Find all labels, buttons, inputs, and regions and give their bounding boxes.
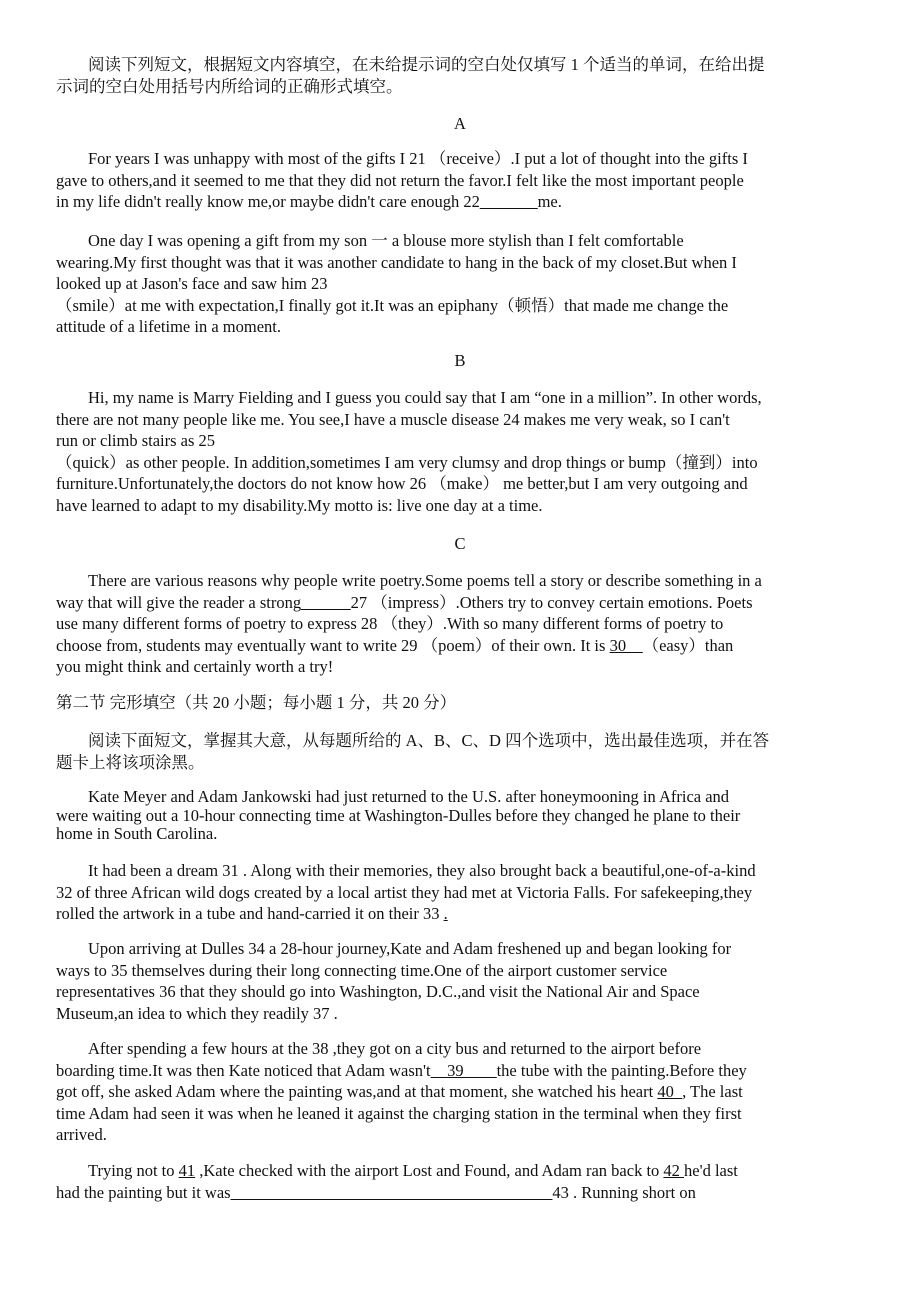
text-line: Hi, my name is Marry Fielding and I guess you could say that I am “one in a million”. In other words,	[88, 388, 762, 407]
section-2-title	[56, 692, 848, 714]
cloze-paragraph-5	[56, 1160, 848, 1203]
text-line: （smile）at me with expectation,I finally got it.It was an epiphany（顿悟）that made me change the	[56, 295, 729, 315]
section-a-heading: A	[454, 114, 466, 133]
text-segment: ,Kate checked with the airport Lost and Found, and Adam ran back to	[195, 1161, 664, 1180]
answer-blank: _______	[479, 192, 538, 211]
text-segment: 27 （impress）.Others try to convey certain emotions. Poets	[350, 592, 753, 612]
text-line: Museum,an idea to which they readily 37 .	[56, 1003, 338, 1023]
cloze-paragraph-4	[56, 1038, 848, 1146]
text-line: One day I was opening a gift from my son 一 a blouse more stylish than I felt comfortable	[88, 231, 684, 250]
text-segment: rolled the artwork in a tube and hand-carried it on their 33	[56, 904, 440, 923]
text-line: There are various reasons why people write poetry.Some poems tell a story or describe something in a	[88, 571, 762, 590]
text-segment: 43 . Running short on	[552, 1182, 696, 1202]
text-segment: , The last	[682, 1082, 743, 1101]
text-line: （quick）as other people. In addition,sometimes I am very clumsy and drop things or bump（撞到）into	[56, 452, 758, 472]
text-line: attitude of a lifetime in a moment.	[56, 317, 281, 336]
text-line	[56, 1160, 848, 1182]
section-b-paragraph	[56, 387, 848, 516]
cloze-paragraph-1	[56, 788, 848, 844]
text-segment: the tube with the painting.Before they	[496, 1060, 747, 1080]
intro-line: 阅读下列短文，根据短文内容填空，在未给提示词的空白处仅填写 1 个适当的单词，在给出提	[88, 55, 765, 74]
text-line: there are not many people like me. You see,I have a muscle disease 24 makes me very weak, so I can't	[56, 409, 730, 429]
text-line: use many different forms of poetry to express 28 （they）.With so many different forms of poetry to	[56, 614, 724, 633]
text-line: For years I was unhappy with most of the gifts I 21 （receive）.I put a lot of thought into the gifts I	[88, 149, 748, 168]
text-line	[56, 1081, 848, 1103]
section-b-heading: B	[454, 351, 466, 370]
section-2-instructions	[56, 730, 848, 773]
text-line: It had been a dream 31 . Along with their memories, they also brought back a beautiful,one-of-a-kind	[88, 861, 756, 880]
text-line: 阅读下面短文，掌握其大意，从每题所给的 A、B、C、D 四个选项中，选出最佳选项，并在答	[88, 731, 770, 750]
text-line: looked up at Jason's face and saw him 23	[56, 274, 328, 293]
section-c-heading: C	[454, 534, 466, 553]
text-line: Upon arriving at Dulles 34 a 28-hour journey,Kate and Adam freshened up and began looking for	[88, 939, 732, 958]
text-segment: （easy）than	[642, 635, 734, 655]
text-segment: in my life didn't really know me,or maybe didn't care enough 22	[56, 192, 480, 211]
text-line: 32 of three African wild dogs created by a local artist they had met at Victoria Falls. For safekeeping,they	[56, 882, 753, 902]
cloze-paragraph-3	[56, 938, 848, 1024]
text-line: wearing.My first thought was that it was another candidate to hang in the back of my closet.But when I	[56, 252, 737, 272]
text-line	[56, 592, 848, 614]
text-line: home in South Carolina.	[56, 824, 218, 843]
text-line: were waiting out a 10-hour connecting time at Washington-Dulles before they changed he plane to their	[56, 805, 741, 825]
text-line: ways to 35 themselves during their long connecting time.One of the airport customer service	[56, 960, 668, 980]
text-line: you might think and certainly worth a try!	[56, 657, 334, 676]
answer-blank: ______	[301, 592, 351, 612]
section-title: 第二节 完形填空（共 20 小题；每小题 1 分，共 20 分）	[56, 693, 457, 712]
section-a-paragraph-2	[56, 230, 848, 338]
text-line: Kate Meyer and Adam Jankowski had just returned to the U.S. after honeymooning in Africa and	[88, 787, 730, 806]
text-segment: me.	[537, 192, 562, 211]
text-line: After spending a few hours at the 38 ,they got on a city bus and returned to the airport before	[88, 1039, 702, 1058]
text-line	[56, 191, 848, 213]
section-c-paragraph	[56, 570, 848, 678]
text-line	[56, 903, 848, 925]
text-line: have learned to adapt to my disability.My motto is: live one day at a time.	[56, 495, 543, 515]
answer-blank: 41	[178, 1161, 196, 1180]
answer-blank: 30__	[609, 635, 643, 655]
text-segment: he'd last	[684, 1161, 738, 1180]
text-segment: way that will give the reader a strong	[56, 592, 302, 612]
text-line	[56, 635, 848, 657]
text-line	[56, 1060, 848, 1082]
text-segment: got off, she asked Adam where the painting was,and at that moment, she watched his heart	[56, 1082, 654, 1101]
answer-blank: .	[443, 904, 448, 923]
text-segment: boarding time.It was then Kate noticed that Adam wasn't	[56, 1060, 431, 1080]
text-segment: had the painting but it was	[56, 1182, 231, 1202]
intro-line: 示词的空白处用括号内所给词的正确形式填空。	[56, 76, 403, 96]
text-segment: choose from, students may eventually want to write 29 （poem）of their own. It is	[56, 635, 606, 655]
section-a-paragraph-1	[56, 148, 848, 213]
text-line: time Adam had seen it was when he leaned it against the charging station in the terminal when they first	[56, 1103, 742, 1123]
answer-blank: 42	[663, 1161, 685, 1180]
cloze-paragraph-2	[56, 860, 848, 925]
text-line: 题卡上将该项涂黑。	[56, 752, 205, 772]
intro-instructions	[56, 54, 848, 97]
text-line: representatives 36 that they should go into Washington, D.C.,and visit the National Air and Space	[56, 982, 700, 1001]
text-line: arrived.	[56, 1125, 107, 1144]
answer-blank: 40_	[657, 1082, 683, 1101]
text-line: run or climb stairs as 25	[56, 431, 216, 450]
text-segment: Trying not to	[88, 1161, 179, 1180]
text-line	[56, 1182, 848, 1204]
text-line: furniture.Unfortunately,the doctors do not know how 26 （make） me better,but I am very outgoing and	[56, 474, 748, 493]
answer-blank: __39____	[430, 1060, 497, 1080]
text-line: gave to others,and it seemed to me that they did not return the favor.I felt like the most important people	[56, 170, 744, 190]
answer-blank: _______________________________________	[230, 1182, 553, 1202]
